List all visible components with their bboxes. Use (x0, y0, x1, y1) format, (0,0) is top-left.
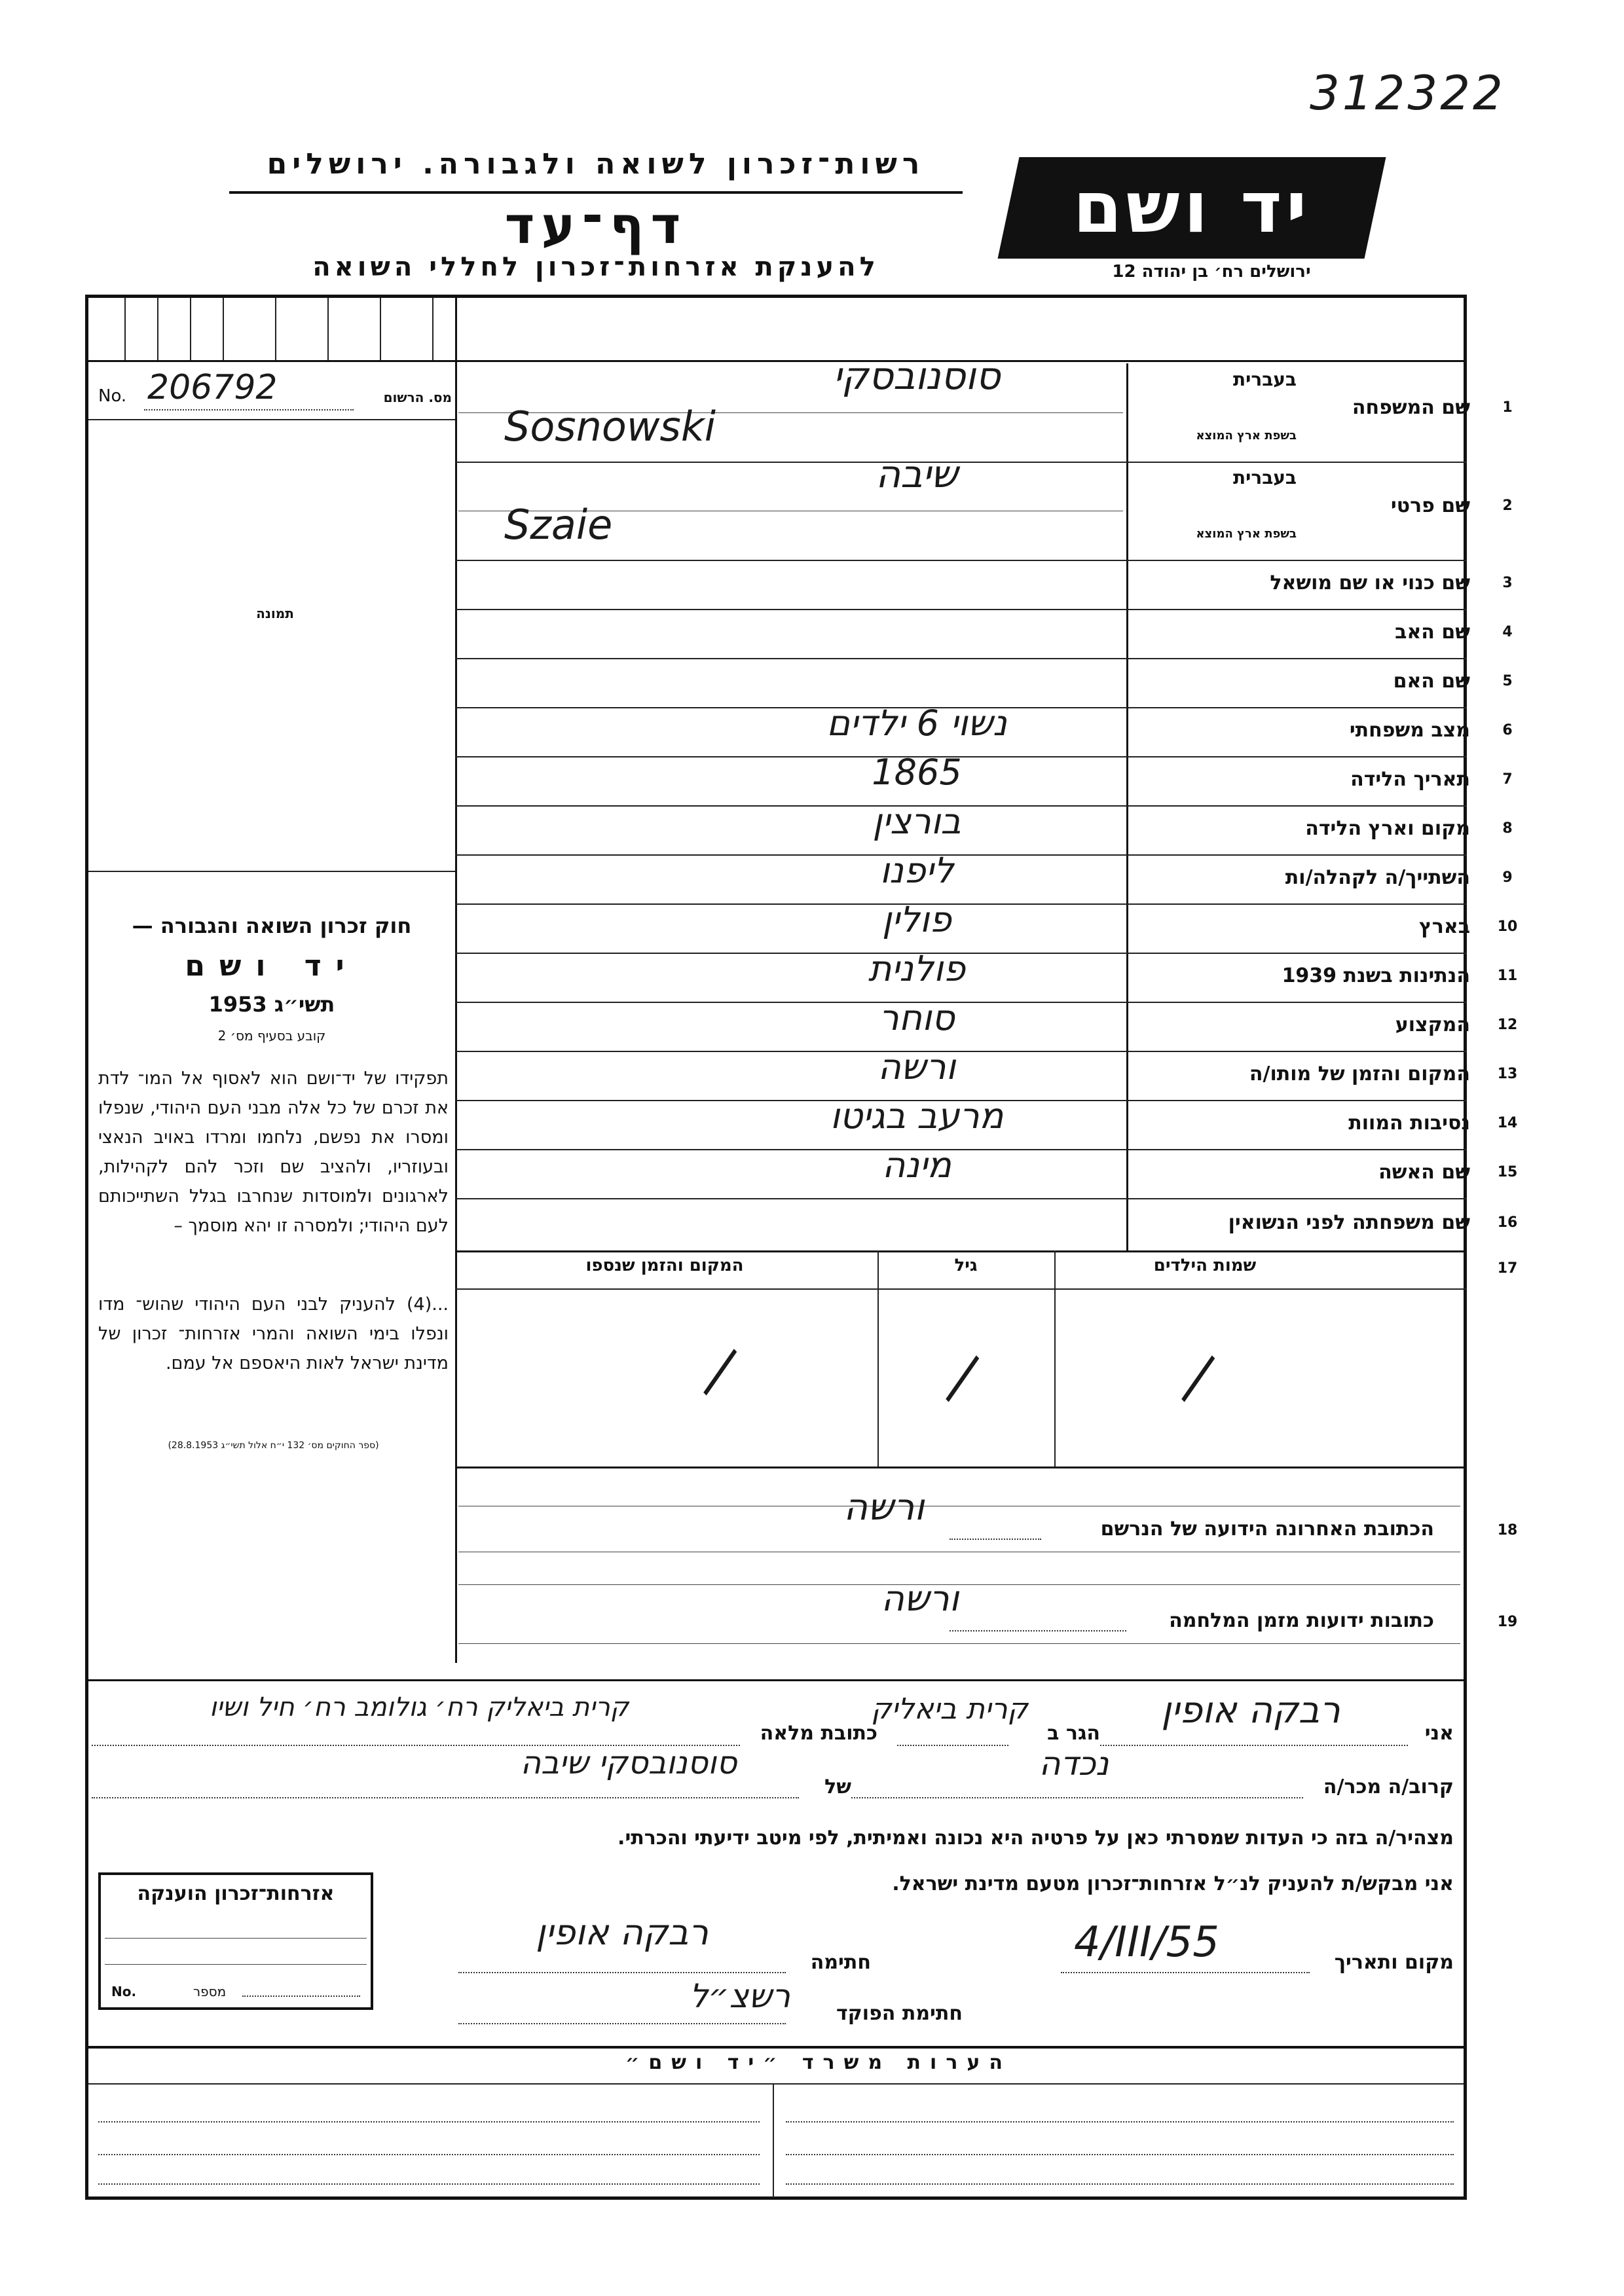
field-value: סוחר (879, 996, 955, 1038)
address-last-label: הכתובת האחרונה הידועה של הנרשם (1100, 1518, 1434, 1540)
field-label: נסיבות המוות (1348, 1111, 1470, 1135)
official-signature-label: חתימת הפוקד (836, 2002, 963, 2025)
strip-divider (275, 298, 276, 360)
declarant-name: רבקה אופין (1161, 1689, 1340, 1732)
field-number: 6 (1502, 721, 1513, 738)
relative-value: נכדה (1039, 1745, 1109, 1783)
field-number: 4 (1502, 623, 1513, 640)
resident-value: קרית ביאליק (871, 1692, 1028, 1726)
field-label: הנתינות בשנת 1939 (1282, 964, 1470, 987)
law-citation: (ספר החוקים מס׳ 132 י״ח אלול תשי״ג 28.8.1953) (168, 1440, 379, 1451)
remarks-divider (773, 2083, 774, 2198)
official-signature-dotline (458, 2023, 786, 2024)
address-line (458, 1643, 1460, 1644)
address-last-value: ורשה (843, 1486, 925, 1529)
field-number: 15 (1497, 1163, 1518, 1180)
photo-box-bottom (88, 871, 455, 872)
of-label: של (824, 1776, 851, 1798)
field-label: המקצוע (1395, 1013, 1470, 1036)
remarks-line (786, 2121, 1454, 2123)
children-number: 17 (1497, 1260, 1518, 1277)
field-row-separator (455, 560, 1467, 561)
children-table-bottom (455, 1467, 1467, 1468)
yad-vashem-logo (998, 157, 1386, 259)
field-sub-hebrew: בעברית (1232, 467, 1297, 488)
field-number: 12 (1497, 1016, 1518, 1033)
address-war-number: 19 (1497, 1614, 1518, 1630)
address-war-dotline (950, 1630, 1126, 1631)
children-header-bottom (455, 1288, 1467, 1290)
field-number: 1 (1502, 399, 1513, 416)
field-label: המקום והזמן של מותו/ה (1249, 1062, 1470, 1085)
address-last-dotline (950, 1539, 1041, 1540)
law-year: תשי״ג 1953 (208, 992, 335, 1017)
field-sub-local: בשפת ארץ המוצא (1196, 429, 1297, 443)
law-clause: קובע בסעיף מס׳ 2 (217, 1028, 326, 1044)
remarks-line (98, 2154, 760, 2155)
citizenship-number-prefix: No. (111, 1984, 137, 1999)
authority-title: רשות־זכרון לשואה ולגבורה. ירושלים (267, 147, 925, 181)
field-label: שם האב (1395, 620, 1470, 644)
logo-address: ירושלים רח׳ בן יהודה 12 (1112, 262, 1311, 282)
children-header-place: המקום והזמן שנספו (585, 1256, 744, 1275)
place-date-label: מקום ותאריך (1334, 1951, 1454, 1974)
field-value: ליפנו (879, 849, 954, 891)
citizenship-number-label: מספר (193, 1984, 227, 1999)
declaration-dotline (851, 1797, 1303, 1798)
main-section-bottom (88, 1679, 1464, 1681)
relative-label: קרוב/ה מכר/ה (1323, 1776, 1454, 1798)
field-number: 8 (1502, 820, 1513, 837)
field-label: שם האם (1393, 669, 1470, 693)
field-value: נשוי 6 ילדים (826, 702, 1007, 744)
field-sub-local: בשפת ארץ המוצא (1196, 527, 1297, 541)
remarks-line (786, 2183, 1454, 2185)
citizenship-line (105, 1964, 367, 1965)
strip-divider (432, 298, 434, 360)
children-value-age: — (914, 1332, 1005, 1421)
registration-prefix: No. (98, 386, 127, 406)
registration-number: 206792 (147, 368, 278, 407)
remarks-line (786, 2154, 1454, 2155)
address-last-number: 18 (1497, 1522, 1518, 1539)
of-value: סוסנובסקי שיבה (520, 1745, 737, 1781)
remarks-line (98, 2121, 760, 2123)
full-address-value: קרית ביאליק רח׳ גולומב רח׳ חיל ושיו (209, 1692, 629, 1722)
citizenship-dotline (242, 1995, 360, 1997)
field-label: שם האשה (1378, 1160, 1470, 1184)
field-value: בורצין (872, 800, 961, 842)
declaration-ani: אני (1424, 1722, 1454, 1745)
law-body-1: תפקידו של יד־ושם הוא לאסוף אל המו־ לדת את זכרם של כל אלה מבני העם היהודי, שנפלו ומסרו את נפשם, נלחמו ומרדו באויב הנאצי ובעוזריו, ולהציב שם וזכר להם לקהילות, לארגונים ולמוסדות שנחרבו בגלל השתייכותם לעם היהודי; ולמסרה זו יהא מוסמך – (98, 1068, 449, 1236)
field-label: שם כנוי או שם מושאל (1270, 571, 1470, 594)
field-value: פולין (882, 898, 951, 940)
children-header-top (455, 1250, 1467, 1252)
field-number: 13 (1497, 1065, 1518, 1082)
citizenship-title: אזרחות־זכרון הוענקה (137, 1882, 335, 1905)
full-address-label: כתובת מלאה (760, 1722, 877, 1745)
field-label: השתייך/ה לקהלה/ות (1285, 866, 1470, 889)
field-number: 5 (1502, 672, 1513, 689)
law-name: יד ושם (185, 949, 359, 983)
field-value-local: Sosnowski (504, 403, 716, 450)
law-body-2: ...(4) להעניק לבני העם היהודי שהוש־ מדו ונפלו בימי השואה והמרי אזרחות־ זכרון של מדינת ישראל לאות היאספם אל עמם. (98, 1294, 449, 1374)
strip-divider (223, 298, 224, 360)
field-value-hebrew: סוסנובסקי (833, 354, 1001, 398)
field-number: 7 (1502, 771, 1513, 788)
field-sub-hebrew: בעברית (1232, 369, 1297, 390)
signature-label: חתימה (810, 1951, 871, 1974)
registration-box-bottom (88, 419, 455, 420)
photo-label: תמונה (256, 606, 294, 621)
field-value: ורשה (877, 1046, 956, 1087)
strip-divider (380, 298, 381, 360)
place-date-value: 4/III/55 (1074, 1918, 1219, 1967)
field-number: 9 (1502, 869, 1513, 886)
signature-dotline (458, 1972, 786, 1973)
remarks-top (88, 2046, 1464, 2049)
signature-value: רבקה אופין (536, 1912, 709, 1953)
field-label: מקום וארץ הלידה (1305, 816, 1470, 840)
form-subtitle: להענקת אזרחות־זכרון לחללי השואה (312, 252, 879, 282)
form-title: דף־עד (504, 196, 688, 255)
field-value-hebrew: שיבה (876, 452, 958, 496)
field-label: מצב משפחתי (1349, 718, 1470, 742)
logo-text: יד ושם (1073, 167, 1311, 249)
field-number: 10 (1497, 918, 1518, 935)
registration-dotline (144, 409, 354, 410)
field-label: תאריך הלידה (1350, 767, 1470, 791)
field-label: שם המשפחה (1352, 396, 1470, 419)
registration-label: מס. הרשום (383, 390, 452, 405)
official-signature-value: רשצ״ל (690, 1977, 790, 2015)
field-number: 3 (1502, 574, 1513, 591)
remarks-title: הערות משרד ״יד ושם״ (625, 2051, 1012, 2074)
strip-divider (327, 298, 329, 360)
field-value: פולנית (868, 947, 966, 989)
field-value-local: Szaie (504, 501, 613, 549)
address-war-value: ורשה (881, 1578, 959, 1619)
children-value-names: — (1150, 1332, 1240, 1421)
left-column-divider (455, 298, 457, 1663)
children-col-divider (1054, 1250, 1056, 1467)
law-title: חוק זכרון השואה והגבורה — (132, 913, 412, 938)
children-col-divider (877, 1250, 879, 1467)
field-label: בארץ (1418, 915, 1470, 938)
field-value: 1865 (872, 751, 962, 793)
field-number: 16 (1497, 1214, 1518, 1231)
authority-underline (229, 191, 963, 194)
field-number: 14 (1497, 1114, 1518, 1131)
field-row-separator (455, 609, 1467, 610)
children-header-age: גיל (954, 1256, 978, 1275)
declaration-request: אני מבקש/ת להעניק לנ״ל אזרחות־זכרון מטעם מדינת ישראל. (892, 1872, 1454, 1895)
label-column-divider (1126, 363, 1128, 1250)
resident-label: הגר ב (1047, 1722, 1100, 1745)
field-number: 11 (1497, 967, 1518, 984)
declaration-statement: מצהיר/ה בזה כי העדות שמסרתי כאן על פרטיה היא נכונה ואמיתית, לפי מיטב ידיעתי והכרתי. (618, 1827, 1454, 1850)
remarks-title-bottom (88, 2083, 1464, 2085)
citizenship-line (105, 1938, 367, 1939)
strip-divider (124, 298, 126, 360)
children-header-names: שמות הילדים (1153, 1256, 1257, 1275)
field-row-separator (455, 1198, 1467, 1199)
remarks-line (98, 2183, 760, 2185)
field-number: 2 (1502, 498, 1513, 514)
children-value-place: — (672, 1326, 762, 1414)
field-value: מינה (882, 1144, 951, 1186)
field-label: שם פרטי (1390, 494, 1470, 517)
place-date-dotline (1061, 1972, 1310, 1973)
archive-number: 312322 (1310, 65, 1505, 120)
address-war-label: כתובות ידועות מזמן המלחמה (1169, 1609, 1434, 1632)
strip-divider (157, 298, 158, 360)
field-label: שם משפחתה לפני הנשואין (1228, 1211, 1470, 1234)
field-row-separator (455, 658, 1467, 659)
field-value: מרעב בגיטו (830, 1095, 1004, 1137)
strip-divider (190, 298, 191, 360)
declaration-dotline (92, 1797, 799, 1798)
